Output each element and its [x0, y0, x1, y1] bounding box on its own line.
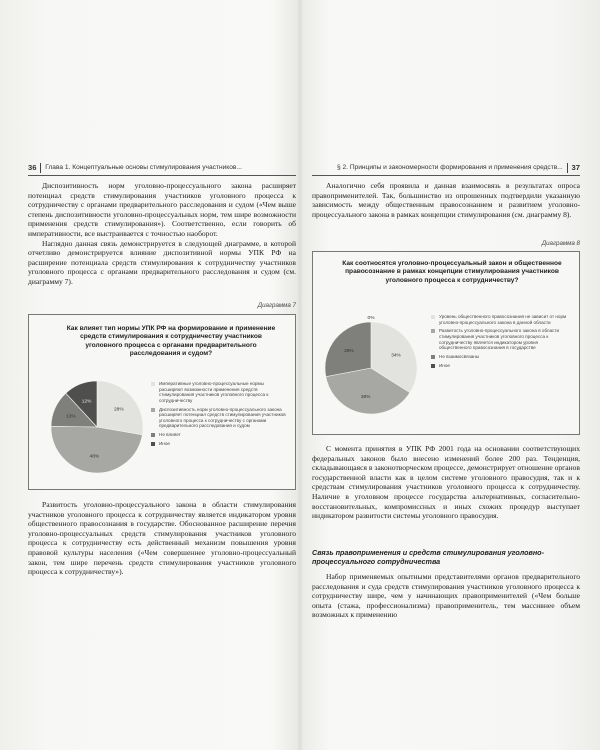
legend-item [431, 328, 571, 350]
legend-swatch [151, 442, 155, 446]
diagram-7-legend [151, 381, 289, 450]
legend-swatch [151, 408, 155, 412]
legend-label: Императивные уголовно-процессуальные нормы расширяют возможности применения средств стимулирования участников уголовного процесса к сотрудничеству [159, 381, 269, 403]
diagram-8-title: Как соотносятся уголовно-процессуальный закон и общественное правосознание в рамках концепции стимулирования участников уголовного процесса к сотрудничеству? [342, 260, 562, 284]
left-text-bottom [28, 500, 296, 577]
left-running-head-text: Глава 1. Концептуальные основы стимулирования участников... [45, 164, 242, 171]
legend-item [151, 441, 289, 447]
legend-label: Иное [159, 441, 170, 447]
pie-data-label: 34% [391, 353, 401, 359]
legend-swatch [431, 364, 435, 368]
diagram-8-pie [321, 306, 421, 422]
legend-swatch [431, 329, 435, 333]
diagram-7-title: Как влияет тип нормы УПК РФ на формирование и применение средств стимулирования к сотрудничеству участников уголовного процесса с органами предварительного расследования и судом? [66, 325, 276, 357]
left-running-head [28, 160, 296, 176]
left-paragraph-3: Развитость уголовно-процессуального закона в области стимулирования участников уголовного процесса к сотрудничеству является индикатором уровня общественного правосознания в государстве. Обоснованное расширение перечня уголовно-процессуальных средств стимулирования участников уголовного процесса к сотрудничеству есть действенный механизм повышения уровня правовой культуры населения («Чем совершеннее уголовно-процессуальный закон, тем шире перечень средств стимулирования участников уголовного процесса к сотрудничеству»). [28, 500, 296, 577]
legend-label: Уровень общественного правосознания не зависит от норм уголовно-процессуального закона в данной области [439, 314, 567, 325]
left-page-number: 36 [28, 163, 37, 172]
pie-data-label: 0% [367, 316, 375, 321]
diagram-8-legend [431, 314, 571, 372]
pie-data-label: 12% [81, 399, 92, 405]
legend-item [431, 314, 571, 325]
pie-data-label: 13% [66, 414, 76, 420]
legend-item [431, 354, 571, 360]
legend-label: Не взаимосвязаны [439, 354, 480, 360]
right-running-head [312, 160, 580, 176]
legend-label: Не влияет [159, 432, 181, 438]
legend-swatch [431, 315, 435, 319]
legend-item [151, 381, 289, 403]
legend-swatch [151, 382, 155, 386]
right-paragraph-1: Аналогично себя проявила и данная взаимосвязь в результатах опроса правоприменителей. Так, большинство из опрошенных подтвердили указанную зависимость между общественным правосознанием и развитием уголовно-процессуального закона в рамках концепции стимулирования (см. диаграмму 8). [312, 181, 580, 219]
legend-item [151, 407, 289, 429]
right-paragraph-3: Набор применяемых опытными представителями органов предварительного расследования и суда средств стимулирования участников уголовного процесса к сотрудничеству шире, чем у начинающих правоприменителей («Чем больше опыта (стажа, профессионализма) правоприменитель, тем массивнее объем возможных к применению [312, 572, 580, 620]
legend-label: Развитость уголовно-процессуального закона в области стимулирования участников уголовного процесса к сотрудничеству является индикатором уровня общественного правосознания в государстве [439, 328, 560, 351]
pie-data-label: 28% [344, 348, 354, 354]
right-text-middle [312, 444, 580, 521]
right-page-number: 37 [571, 163, 580, 172]
diagram-8-chart [312, 251, 580, 435]
right-text-bottom [312, 572, 580, 620]
pie-slice [51, 426, 142, 473]
right-text-top [312, 181, 580, 219]
diagram-7-pie [47, 377, 147, 477]
legend-swatch [431, 355, 435, 359]
diagram-8-label: Диаграмма 8 [541, 240, 580, 247]
right-paragraph-2: С момента принятия в УПК РФ 2001 года на основании соответствующих федеральных законов было внесено изменений более 200 раз. Тенденция, складывающаяся в законотворческом процессе, демонстрирует отношение органов государственной власти как в целом системе уголовного правосудия, так и к средствам стимулирования участников уголовного процесса к сотрудничеству. Наличие в уголовном процессе государства альтернативных, согласительно-восстановительных, компромиссных и иных схожих процедур выступает индикатором развитости системы уголовного правосудия. [312, 444, 580, 521]
diagram-7-label: Диаграмма 7 [257, 302, 296, 309]
running-head-divider [40, 163, 41, 173]
right-page [312, 160, 580, 740]
pie-data-label: 48% [89, 454, 100, 460]
right-subheading: Связь правоприменения и средств стимулирования уголовно-процессуального сотрудничества [312, 548, 544, 566]
left-text-top [28, 181, 296, 287]
diagram-7-chart [28, 314, 296, 490]
right-running-head-text: § 2. Принципы и закономерности формирования и применения средств... [336, 164, 563, 171]
pie-data-label: 28% [114, 407, 124, 413]
legend-item [431, 363, 571, 369]
legend-label: Иное [439, 363, 450, 369]
legend-label: Диспозитивность норм уголовно-процессуального закона расширяет потенциал средств стимулирования участников уголовного процесса к сотрудничеству с органами предварительного расследования и судом [159, 406, 286, 429]
legend-swatch [151, 433, 155, 437]
left-paragraph-1: Диспозитивность норм уголовно-процессуального закона расширяет потенциал средств стимулирования участников уголовного процесса к сотрудничеству с органами предварительного расследования и судом («Чем выше степень диспозитивности уголовно-процессуальных норм, тем шире возможности применения средств стимулирования»). Соответственно, если говорить об императивности, все выстраивается с точностью наоборот. [28, 181, 296, 238]
pie-data-label: 38% [360, 395, 371, 401]
left-page [28, 160, 296, 740]
running-head-divider [567, 163, 568, 173]
legend-item [151, 432, 289, 438]
left-paragraph-2: Наглядно данная связь демонстрируется в следующей диаграмме, в которой отчетливо демонстрируется влияние диспозитивной нормы УПК РФ на расширение потенциала средств стимулирования к сотрудничеству участников уголовного процесса с органами предварительного расследования и судом (см. диаграмму 7). [28, 238, 296, 286]
